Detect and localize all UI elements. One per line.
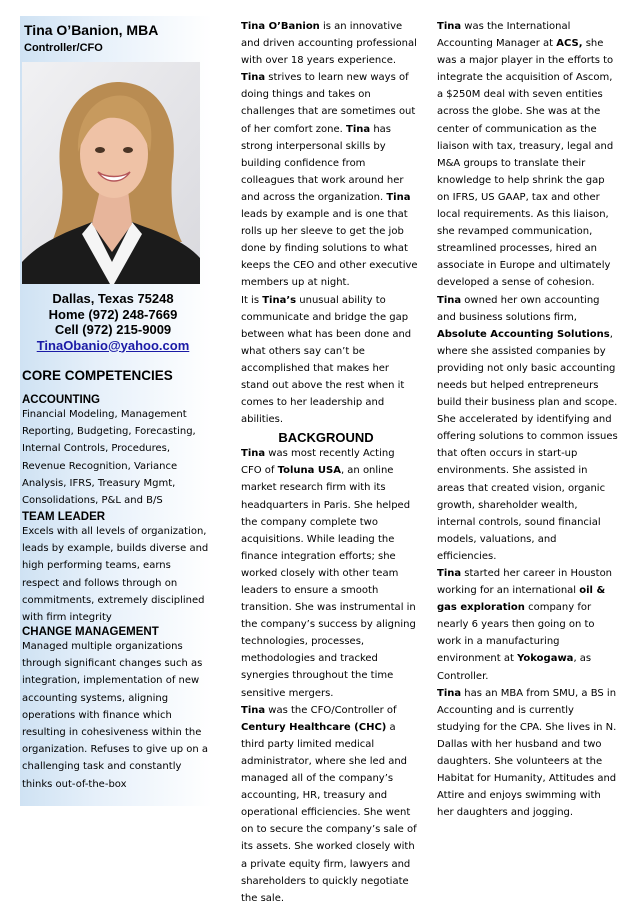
person-name: Tina O’Banion, MBA [24,22,159,38]
competency-heading: ACCOUNTING [22,394,100,406]
competency-change-management [22,626,210,793]
background-paragraph-career-start: Tina started her career in Houston working for an international oil & gas exploration company for nearly 6 years then going on to work in a manufacturing environment at Yokogawa, as Controller. [437,568,613,682]
contact-home-phone: Home (972) 248-7669 [48,306,178,322]
sidebar [20,16,212,806]
background-paragraph-acs: Tina was the International Accounting Manager at ACS, she was a major player in the efforts to integrate the acquisition of Ascom, a $250M deal with seven entities across the globe. She was at the center of communication as the liaison with tax, treasury, legal and M&A groups to translate their knowledge to help shrink the gap on IFRS, US GAAP, tax and other local requirements. As this liaison, she revamped communication, streamlined processes, hired an associate in Europe and ultimately developed a sense of cohesion. [437,21,614,289]
background-paragraph-chc: Tina was the CFO/Controller of Century Healthcare (CHC) a third party limited medical administrator, where she led and managed all of the company’s accounting, HR, treasury and operational efficiencies. She went on to secure the company’s sale of its assets. She worked closely with a private equity firm, lawyers and shareholders to quickly negotiate the sale. [241,704,417,904]
competency-text: Financial Modeling, Management Reporting, Budgeting, Forecasting, Internal Controls, Procedures, Revenue Recognition, Variance Analysis, IFRS, Treasury Mgmt, Consolidations, P&L and B/S [22,409,196,507]
background-title: BACKGROUND [278,430,374,446]
competency-text: Excels with all levels of organization, leads by example, builds diverse and high performing teams, earns respect and follows through on commitments, extremely disciplined with firm integrity [22,526,209,624]
contact-cell-phone: Cell (972) 215-9009 [54,322,172,337]
bold-name: Tina O’Banion [241,21,320,32]
background-paragraph-absolute: Tina owned her own accounting and business solutions firm, Absolute Accounting Solutions, where she assisted companies by providing not only basic accounting needs but helped entrepreneurs build their business plan and scope. She accelerated by identifying and offering solutions to common issues that often occurs in start-up environments. She assisted in areas that created vision, organic growth, shareholder wealth, internal controls, sound financial models, valuations, and efficiencies. [437,294,618,562]
main-column-2 [430,18,618,821]
contact-block [20,291,206,353]
profile-photo [22,62,200,284]
contact-city: Dallas, Texas 75248 [52,291,174,306]
competency-heading: CHANGE MANAGEMENT [22,626,159,638]
main-column-1 [234,18,418,907]
competency-accounting [22,394,210,509]
background-paragraph-education: Tina has an MBA from SMU, a BS in Accounting and is currently studying for the CPA. She lives in N. Dallas with her husband and two daughters. She volunteers at the Habitat for Humanity, Attitudes and Attire and enjoys swimming with her daughters and jogging. [437,687,617,819]
competency-heading: TEAM LEADER [22,511,106,523]
core-competencies-title: CORE COMPETENCIES [22,368,173,383]
intro-paragraph-2: It is Tina’s unusual ability to communicate and bridge the gap between what has been done and what others say can’t be accomplished that makes her stand out above the rest when it comes to her leadership and abilities. [241,294,412,426]
contact-email-link[interactable]: TinaObanio@yahoo.com [36,337,190,353]
job-title: Controller/CFO [24,42,103,54]
competency-text: Managed multiple organizations through significant changes such as integration, implementation of new accounting systems, aligning operations with finance which resulting in cohesiveness within the organization. Refuses to give up on a challenging task and constantly thinks out-of-the-box [22,641,209,790]
competency-team-leader [22,511,210,626]
background-paragraph-toluna: Tina was most recently Acting CFO of Toluna USA, an online market research firm with its headquarters in Paris. She helped the company complete two acquisitions. While leading the finance integration efforts; she worked closely with other team leaders to ensure a smooth transition. She was instrumental in the company’s success by aligning technologies, processes, methodologies and tracked synergies throughout the time sensitive mergers. [241,448,416,699]
intro-paragraph-1: Tina O’Banion is an innovative and driven accounting professional with over 18 years experience. Tina strives to learn new ways of doing things and takes on challenges that are sometimes out of her comfort zone. Tina has strong interpersonal skills by building confidence from colleagues that work around her and across the organization. Tina leads by example and is one that rolls up her sleeve to get the job done by finding solutions to what keeps the CEO and other executive members up at night. [241,21,418,289]
